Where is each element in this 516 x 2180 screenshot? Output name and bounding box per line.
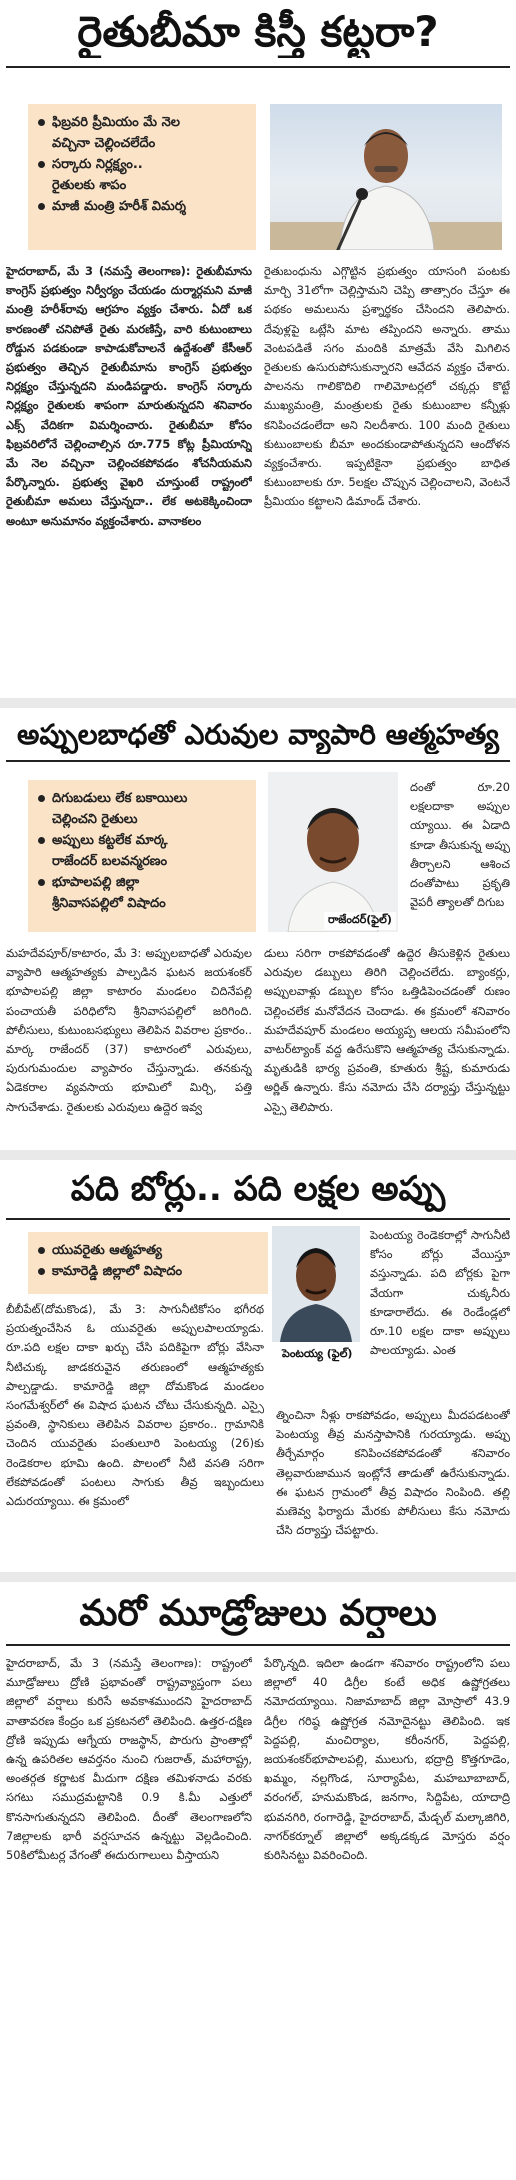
highlight-item: భూపాలపల్లి జిల్లా శ్రీనివాసపల్లిలో విషాదం xyxy=(38,872,246,914)
article-column-1: మహదేవపూర్/కాటారం, మే 3: అప్పులబాధతో ఎరువుల వ్యాపారి ఆత్మహత్యకు పాల్పడిన ఘటన జయశంకర్ భూపాలపల్లి జిల్లా కాటారం మండలం చిదినేపల్లి పంచాయతీ పరిధిలోని శ్రీనివాసపల్లిలో జరిగింది. పోలీసులు, కుటుంబసభ్యులు తెలిపిన వివరాల ప్రకారం.. మార్క రాజేందర్ (37) కాటారంలో ఎరువులు, పురుగుమందుల వ్యాపారం చేస్తున్నాడు. తనకున్న ఏడెకరాల వ్యవసాయ భూమిలో మిర్చి, పత్తి సాగుచేశాడు. రైతులకు ఎరువులు ఉద్దెర ఇవ్వ xyxy=(6,946,252,1114)
portrait-illustration xyxy=(268,772,398,932)
pentaiah-photo xyxy=(272,1226,360,1342)
headline-rule xyxy=(6,760,510,762)
harish-rao-photo xyxy=(270,104,502,250)
headline: అప్పులబాధతో ఎరువుల వ్యాపారి ఆత్మహత్య xyxy=(17,718,499,751)
bullet-icon xyxy=(38,119,45,126)
headline: పది బోర్లు.. పది లక్షల అప్పు xyxy=(70,1169,446,1209)
article-column-2: త్నించినా నీళ్లు రాకపోవడం, అప్పులు మీదపడటంతో పెంటయ్య తీవ్ర మనస్తాపానికి గురయ్యాడు. అప్పు తీర్చేమార్గం కనిపించకపోవడంతో శనివారం తెల్లవారుజామున ఇంట్లోనే తాడుతో ఉరేసుకున్నాడు. ఈ ఘటన గ్రామంలో తీవ్ర విషాదం నింపింది. తల్లి మణెవ్వ ఫిర్యాదు మేరకు పోలీసులు కేసు నమోదు చేసి దర్యాప్తు చేపట్టారు. xyxy=(276,1408,510,1538)
article-column-1: బీబీపేట్(దోమకొండ), మే 3: సాగునీటికోసం భగీరథ ప్రయత్నంచేసిన ఓ యువరైతు అప్పులపాలయ్యాడు. రూ.పది లక్షల దాకా ఖర్చు చేసి పదికిపైగా బోర్లు వేసినా నీటిచుక్క జాడకరువైన తరుణంలో ఆత్మహత్యకు పాల్పడ్డాడు. కామారెడ్డి జిల్లా దోమకొండ మండలం సంగమేశ్వర్‌లో ఈ విషాద ఘటన చోటు చేసుకున్నది. ఎస్సై ప్రవంతి, స్థానికులు తెలిపిన వివరాల ప్రకారం.. గ్రామానికి చెందిన యువరైతు పంతులూరి పెంటయ్య (26)కు రెండెకరాల భూమి ఉంది. పొలంలో నీటి వసతి సరిగా లేకపోవడంతో పంటలు సాగుకు తీవ్ర ఇబ్బందులు ఎదురయ్యాయి. ఈ క్రమంలో xyxy=(6,1302,264,1509)
article-rythu-bima xyxy=(6,0,510,700)
article-column-1: హైదరాబాద్, మే 3 (నమస్తే తెలంగాణ): రైతుబీమాను కాంగ్రెస్ ప్రభుత్వం నిర్వీర్యం చేయడం దుర్మార్గమని మాజీ మంత్రి హరీశ్‌రావు ఆగ్రహం వ్యక్తం చేశారు. ఏదో ఒక కారణంతో చనిపోతే రైతు మరణిస్తే, వారి కుటుంబాలు రోడ్డున పడకుండా కాపాడుకోవాలనే ఉద్దేశంతో కేసీఆర్ ప్రభుత్వం తెచ్చిన రైతుబీమాను కాంగ్రెస్ ప్రభుత్వం నిర్లక్ష్యం చేస్తున్నదని మండిపడ్డారు. కాంగ్రెస్ సర్కారు నిర్లక్ష్యం రైతులకు శాపంగా మారుతున్నదని శనివారం ఎక్స్ వేదికగా విమర్శించారు. రైతుబీమా కోసం ఫిబ్రవరిలోనే చెల్లించాల్సిన రూ.775 కోట్ల ప్రీమియాన్ని మే నెల వచ్చినా చెల్లించకపోవడం శోచనీయమని పేర్కొన్నారు. ప్రభుత్వ వైఖరి చూస్తుంటే రాష్ట్రంలో రైతుబీమా అమలు చేస్తున్నదా.. లేక అటకెక్కించిందా అంటూ అనుమానం వ్యక్తంచేశారు. వానాకలం xyxy=(6,264,252,528)
bullet-icon xyxy=(38,161,45,168)
speaker-illustration xyxy=(270,104,502,250)
headline-rule xyxy=(6,66,510,68)
headline-rule xyxy=(6,1218,510,1220)
highlight-item: ఫిబ్రవరి ప్రీమియం మే నెల వచ్చినా చెల్లించలేదేం xyxy=(38,112,246,154)
rajender-photo xyxy=(268,772,398,932)
bullet-icon xyxy=(38,879,45,886)
bullet-icon xyxy=(38,795,45,802)
photo-caption: పెంటయ్య (ఫైల్) xyxy=(278,1346,356,1364)
highlight-item: కామారెడ్డి జిల్లాలో విషాదం xyxy=(38,1261,258,1282)
highlight-item: అప్పులు కట్టలేక మార్క రాజేందర్ బలవన్మరణం xyxy=(38,830,246,872)
section-divider xyxy=(0,1150,516,1160)
portrait-illustration xyxy=(272,1226,360,1342)
highlight-item: యువరైతు ఆత్మహత్య xyxy=(38,1240,258,1261)
headline-rule xyxy=(6,1644,510,1646)
headline: రైతుబీమా కిస్తీ కట్టరా? xyxy=(77,7,439,56)
bullet-icon xyxy=(38,203,45,210)
headline: మరో మూడ్రోజులు వర్షాలు xyxy=(79,1593,437,1634)
photo-side-text: దంతో రూ.20 లక్షలదాకా అప్పుల య్యాయి. ఈ ఏడాది కూడా తీసుకున్న అప్పు తీర్చాలని ఆశించ దంతోపాటు ప్రకృతి వైపరీ త్యాలతో దిగుబ xyxy=(410,780,510,910)
section-divider xyxy=(0,1572,516,1582)
article-column-2: పేర్కొన్నది. ఇదిలా ఉండగా శనివారం రాష్ట్రంలోని పలు జిల్లాలో 40 డిగ్రీల కంటే అధిక ఉష్ణోగ్రతలు నమోదయ్యాయి. నిజామాబాద్ జిల్లా మోస్రాలో 43.9 డిగ్రీల గరిష్ఠ ఉష్ణోగ్రత నమోదైనట్టు తెలిపింది. ఇక పెద్దపల్లి, మంచిర్యాల, కరీంనగర్, పెద్దపల్లి, జయశంకర్‌భూపాలపల్లి, ములుగు, భద్రాద్రి కొత్తగూడెం, ఖమ్మం, నల్లగొండ, సూర్యాపేట, మహబూబాబాద్, వరంగల్, హనుమకొండ, జనగాం, సిద్దిపేట, యాదాద్రి భువనగిరి, రంగారెడ్డి, హైదరాబాద్, మేడ్చల్ మల్కాజిగిరి, నాగర్‌కర్నూల్ జిల్లాలో అక్కడక్కడ మోస్తరు వర్షం కురిసినట్టు వివరించింది. xyxy=(264,1656,510,1863)
section-divider xyxy=(0,698,516,708)
highlight-item: మాజీ మంత్రి హరీశ్ విమర్శ xyxy=(38,196,246,217)
bullet-icon xyxy=(38,1247,45,1254)
bullet-icon xyxy=(38,1268,45,1275)
highlights-box xyxy=(28,1232,268,1294)
highlight-item: సర్కారు నిర్లక్ష్యం.. రైతులకు శాపం xyxy=(38,154,246,196)
article-column-2: డులు సరిగా రాకపోవడంతో ఉద్దెర తీసుకెళ్లిన రైతులు ఎరువుల డబ్బులు తిరిగి చెల్లించలేదు. బ్యాంకర్లు, అప్పులవాళ్లు డబ్బుల కోసం ఒత్తిడిపెంచడంతో రుణం చెల్లించలేక మనోవేదన చెందాడు. ఈ క్రమంలో శనివారం మహదేవపూర్ మండలం అయ్యప్ప ఆలయ సమీపంలోని వాటర్‌ట్యాంక్ వద్ద ఉరేసుకొని ఆత్మహత్య చేసుకున్నాడు. మృతుడికి భార్య ప్రవంతి, కూతురు శ్రీష్ట, కుమారుడు అర్ణిత్ ఉన్నారు. కేసు నమోదు చేసి దర్యాప్తు చేస్తున్నట్టు ఎస్సై తెలిపారు. xyxy=(264,946,510,1114)
article-rain-forecast xyxy=(6,1582,510,2180)
highlights-box xyxy=(28,780,256,932)
photo-caption: రాజేందర్(ఫైల్) xyxy=(324,912,396,930)
bullet-icon xyxy=(38,837,45,844)
photo-side-text: పెంటయ్య రెండెకరాల్లో సాగునీటి కోసం బోర్లు వేయిస్తూ వస్తున్నాడు. పది బోర్లకు పైగా వేయగా చుక్కనీరు కూడారాలేదు. ఈ రెండేండ్లలో రూ.10 లక్షల దాకా అప్పులు పాలయ్యాడు. ఎంత xyxy=(370,1228,510,1358)
highlights-box xyxy=(28,104,256,250)
article-column-1: హైదరాబాద్, మే 3 (నమస్తే తెలంగాణ): రాష్ట్రంలో మూడ్రోజులు ద్రోణి ప్రభావంతో రాష్ట్రవ్యాప్తంగా పలు జిల్లాలో వర్షాలు కురిసే అవకాశముందని హైదరాబాద్ వాతావరణ కేంద్రం ఒక ప్రకటనలో తెలిపింది. ఉత్తర-దక్షిణ ద్రోణి ఇప్పుడు ఆగ్నేయ రాజస్థాన్, పొరుగు ప్రాంతాల్లో ఉన్న ఉపరితల ఆవర్తనం నుంచి గుజరాత్, మహారాష్ట్ర, అంతర్గత కర్ణాటక మీదుగా దక్షిణ తమిళనాడు వరకు సగటు సముద్రమట్టానికి 0.9 కి.మీ ఎత్తులో కొనసాగుతున్నదని తెలిపింది. దీంతో తెలంగాణలోని 7జిల్లాలకు భారీ వర్షసూచన ఉన్నట్టు వెల్లడించింది. 50కిలోమీటర్ల వేగంతో ఈదురుగాలులు వీస్తాయని xyxy=(6,1656,252,1863)
article-column-2: రైతుబంధును ఎగ్గొట్టిన ప్రభుత్వం యాసంగి పంటకు మార్చి 31లోగా చెల్లిస్తామని చెప్పి తాత్సారం చేస్తూ ఈ పథకం అమలును ప్రశ్నార్థకం చేసిందని తెలిపారు. దేవుళ్లపై ఒట్లేసి మాట తప్పిందని అన్నారు. తాము వెంటపడితే సగం మందికి మాత్రమే వేసి మిగిలిన రైతులకు ఉసురుపోసుకున్నారని ఆవేదన వ్యక్తం చేశారు. పాలనను గాలికొదిలి గాలిమోటర్లలో చక్కర్లు కొట్టే ముఖ్యమంత్రి, మంత్రులకు రైతు కుటుంబాల కన్నీళ్లు కనిపించడంలేదా అని నిలదీశారు. 100 మంది రైతులు కుటుంబాలకు బీమా అందకుండాపోతున్నదని ఆందోళన వ్యక్తంచేశారు. ఇప్పటికైనా ప్రభుత్వం బాధిత కుటుంబాలకు రూ. 5లక్షల చొప్పున చెల్లించాలని, వెంటనే ప్రీమియం కట్టాలని డిమాండ్ చేశారు. xyxy=(264,264,510,509)
highlight-item: దిగుబడులు లేక బకాయిలు చెల్లించని రైతులు xyxy=(38,788,246,830)
